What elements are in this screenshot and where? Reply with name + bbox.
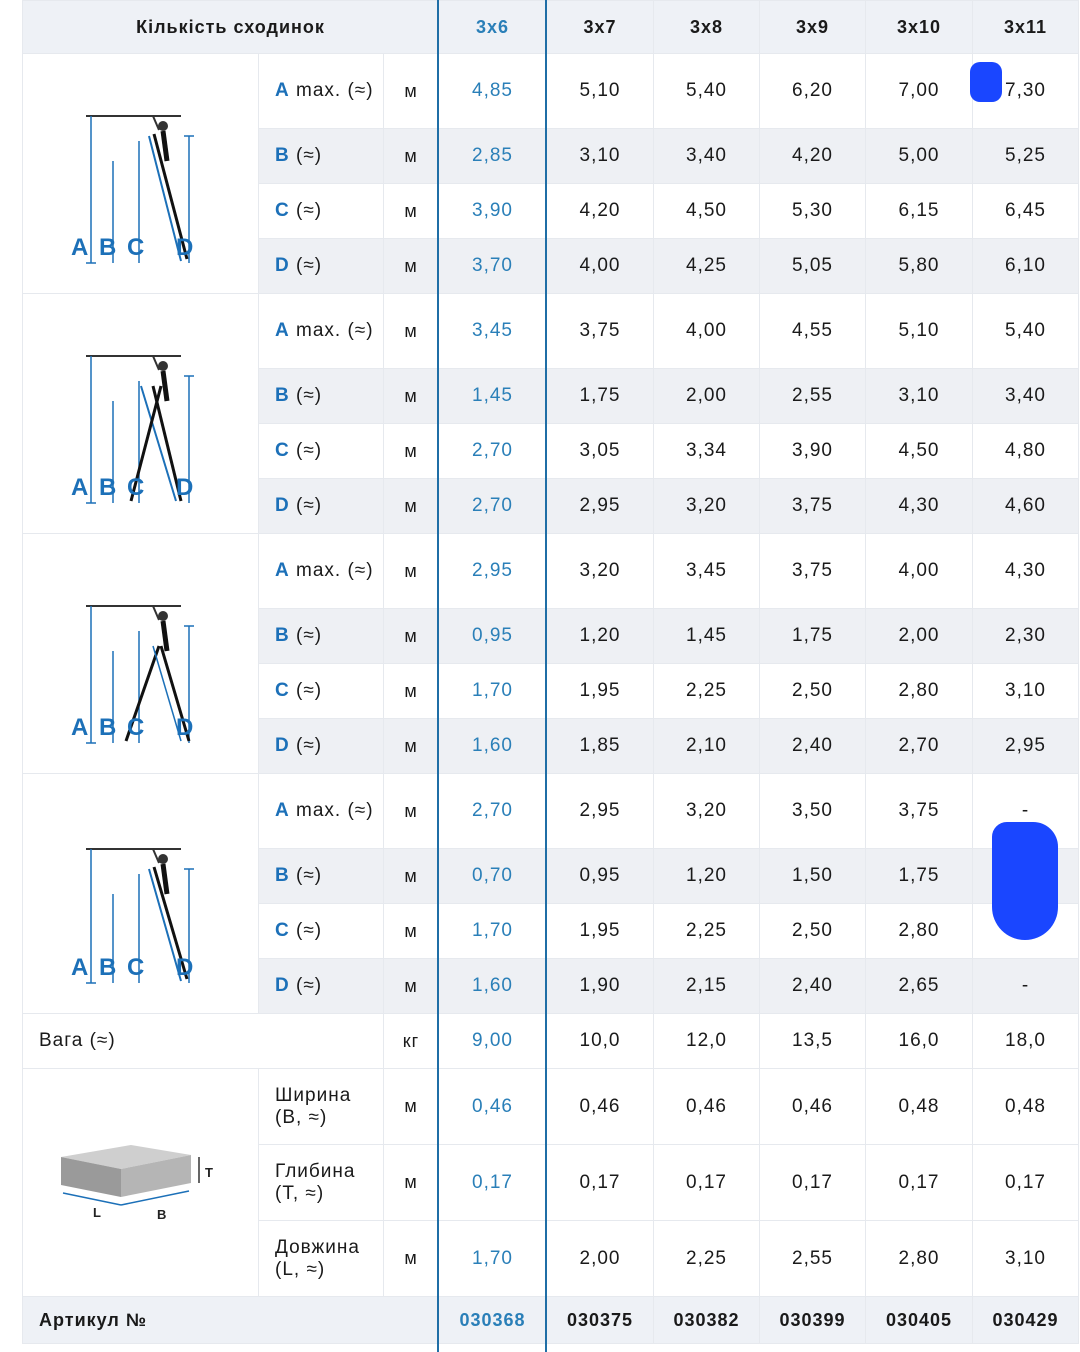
article-number: 030382 — [654, 1297, 760, 1344]
parameter-suffix: (≈) — [296, 865, 323, 886]
value-cell: 7,00 — [866, 54, 973, 129]
parameter-label — [259, 369, 384, 424]
parameter-letter: B — [275, 865, 290, 886]
highlight-column-right-border — [545, 0, 547, 1352]
value-cell: 1,70 — [439, 904, 547, 959]
value-cell: 2,40 — [760, 959, 866, 1014]
value-cell: 16,0 — [866, 1014, 973, 1069]
value-cell: 2,00 — [866, 609, 973, 664]
value-cell: 3,05 — [547, 424, 654, 479]
value-cell: 5,40 — [973, 294, 1079, 369]
highlight-column-left-border — [437, 0, 439, 1352]
unit-cell: м — [384, 1069, 439, 1145]
parameter-suffix: (≈) — [296, 735, 323, 756]
value-cell: 0,17 — [654, 1145, 760, 1221]
value-cell: 3,40 — [654, 129, 760, 184]
parameter-letter: A — [275, 560, 290, 581]
parameter-suffix: (≈) — [296, 680, 323, 701]
article-number: 030375 — [547, 1297, 654, 1344]
value-cell: 5,40 — [654, 54, 760, 129]
value-cell: 2,85 — [439, 129, 547, 184]
transport-row — [23, 1069, 1079, 1145]
value-cell: 2,70 — [439, 424, 547, 479]
parameter-suffix: max. (≈) — [296, 800, 374, 821]
table-row — [23, 534, 1079, 609]
value-cell: 4,60 — [973, 479, 1079, 534]
diagram-letter-label: D — [175, 473, 194, 501]
parameter-letter: D — [275, 255, 290, 276]
parameter-suffix: max. (≈) — [296, 80, 374, 101]
value-cell: 13,5 — [760, 1014, 866, 1069]
transport-box-icon — [51, 1125, 231, 1235]
value-cell: 18,0 — [973, 1014, 1079, 1069]
ladder-diagram-icon — [41, 551, 241, 751]
value-cell: 0,46 — [547, 1069, 654, 1145]
column-header: 3x11 — [973, 1, 1079, 54]
value-cell: 4,25 — [654, 239, 760, 294]
box-dimension-label: T — [204, 1164, 214, 1180]
value-cell: 2,70 — [866, 719, 973, 774]
value-cell: 4,55 — [760, 294, 866, 369]
value-cell: 3,20 — [654, 774, 760, 849]
value-cell: - — [973, 774, 1079, 849]
value-cell: 0,17 — [439, 1145, 547, 1221]
value-cell: 3,10 — [973, 1221, 1079, 1297]
value-cell: 5,00 — [866, 129, 973, 184]
value-cell: 3,45 — [654, 534, 760, 609]
diagram-letter-label: A — [70, 473, 89, 501]
parameter-letter: B — [275, 385, 290, 406]
value-cell: 3,75 — [760, 479, 866, 534]
parameter-label — [259, 129, 384, 184]
value-cell: 6,45 — [973, 184, 1079, 239]
value-cell: 0,17 — [547, 1145, 654, 1221]
table-row — [23, 774, 1079, 849]
article-label: Артикул № — [23, 1297, 439, 1344]
table-title: Кількість сходинок — [23, 1, 439, 54]
unit-cell: м — [384, 479, 439, 534]
parameter-label — [259, 664, 384, 719]
value-cell: 3,10 — [973, 664, 1079, 719]
value-cell: 5,10 — [866, 294, 973, 369]
parameter-label — [259, 184, 384, 239]
value-cell: 2,80 — [866, 664, 973, 719]
parameter-label — [259, 239, 384, 294]
value-cell: 2,80 — [866, 1221, 973, 1297]
diagram-letter-label: C — [126, 953, 145, 981]
unit-cell: м — [384, 609, 439, 664]
parameter-letter: B — [275, 145, 290, 166]
unit-cell: м — [384, 54, 439, 129]
unit-cell: м — [384, 424, 439, 479]
value-cell: 1,60 — [439, 959, 547, 1014]
diagram-letter-label: A — [70, 713, 89, 741]
table-row — [23, 294, 1079, 369]
value-cell: 1,75 — [866, 849, 973, 904]
diagram-letter-label: B — [98, 953, 117, 981]
parameter-letter: C — [275, 440, 290, 461]
value-cell: 2,10 — [654, 719, 760, 774]
value-cell: 2,30 — [973, 609, 1079, 664]
value-cell: 2,70 — [439, 774, 547, 849]
parameter-suffix: (≈) — [296, 495, 323, 516]
value-cell: 0,70 — [439, 849, 547, 904]
weight-label: Вага (≈) — [23, 1014, 384, 1069]
value-cell: 1,95 — [547, 904, 654, 959]
parameter-label — [259, 959, 384, 1014]
parameter-letter: A — [275, 800, 290, 821]
unit-cell: м — [384, 719, 439, 774]
value-cell: 3,75 — [760, 534, 866, 609]
value-cell: 0,17 — [866, 1145, 973, 1221]
value-cell: 4,20 — [760, 129, 866, 184]
diagram-letter-label: A — [70, 233, 89, 261]
ladder-diagram-icon — [41, 71, 241, 271]
value-cell: 2,95 — [973, 719, 1079, 774]
value-cell: 3,90 — [439, 184, 547, 239]
parameter-suffix: (≈) — [296, 625, 323, 646]
parameter-label — [259, 534, 384, 609]
unit-cell: м — [384, 184, 439, 239]
value-cell: 3,90 — [760, 424, 866, 479]
value-cell: 0,46 — [439, 1069, 547, 1145]
parameter-suffix: (≈) — [296, 440, 323, 461]
parameter-label — [259, 479, 384, 534]
value-cell: 5,05 — [760, 239, 866, 294]
value-cell: 1,85 — [547, 719, 654, 774]
value-cell: 1,75 — [760, 609, 866, 664]
diagram-letter-label: B — [98, 233, 117, 261]
value-cell: 0,48 — [866, 1069, 973, 1145]
value-cell: 2,95 — [547, 774, 654, 849]
value-cell: 2,50 — [760, 904, 866, 959]
column-header: 3x6 — [439, 1, 547, 54]
unit-cell: м — [384, 904, 439, 959]
value-cell: 3,75 — [866, 774, 973, 849]
table-row — [23, 54, 1079, 129]
parameter-letter: C — [275, 920, 290, 941]
value-cell: 1,20 — [654, 849, 760, 904]
value-cell: 2,55 — [760, 369, 866, 424]
parameter-label — [259, 609, 384, 664]
value-cell: 1,95 — [547, 664, 654, 719]
value-cell: 0,46 — [654, 1069, 760, 1145]
diagram-letter-label: C — [126, 473, 145, 501]
article-number: 030429 — [973, 1297, 1079, 1344]
ladder-diagram-cell — [23, 54, 259, 294]
parameter-label — [259, 294, 384, 369]
parameter-suffix: (≈) — [296, 920, 323, 941]
value-cell: 2,25 — [654, 664, 760, 719]
ladder-diagram-cell — [23, 294, 259, 534]
value-cell: 2,55 — [760, 1221, 866, 1297]
value-cell: 3,10 — [547, 129, 654, 184]
parameter-label — [259, 54, 384, 129]
diagram-letter-label: B — [98, 473, 117, 501]
value-cell: 4,50 — [866, 424, 973, 479]
value-cell: 12,0 — [654, 1014, 760, 1069]
parameter-label: Довжина (L, ≈) — [259, 1221, 384, 1297]
value-cell: 4,20 — [547, 184, 654, 239]
value-cell: 1,50 — [760, 849, 866, 904]
unit-cell: м — [384, 774, 439, 849]
unit-cell: м — [384, 959, 439, 1014]
value-cell: - — [973, 959, 1079, 1014]
value-cell: 2,80 — [866, 904, 973, 959]
parameter-label — [259, 774, 384, 849]
unit-cell: м — [384, 1221, 439, 1297]
value-cell: 3,50 — [760, 774, 866, 849]
parameter-label — [259, 719, 384, 774]
ladder-diagram-cell — [23, 774, 259, 1014]
value-cell: 0,95 — [439, 609, 547, 664]
parameter-letter: C — [275, 680, 290, 701]
column-header: 3x10 — [866, 1, 973, 54]
parameter-label — [259, 849, 384, 904]
header-row — [23, 1, 1079, 54]
weight-row — [23, 1014, 1079, 1069]
diagram-letter-label: B — [98, 713, 117, 741]
diagram-letter-label: A — [70, 953, 89, 981]
unit-cell: м — [384, 849, 439, 904]
ladder-diagram-cell — [23, 534, 259, 774]
value-cell: 1,70 — [439, 1221, 547, 1297]
value-cell: 2,95 — [547, 479, 654, 534]
value-cell: 5,80 — [866, 239, 973, 294]
parameter-letter: D — [275, 735, 290, 756]
parameter-suffix: (≈) — [296, 975, 323, 996]
value-cell: 4,00 — [866, 534, 973, 609]
value-cell: 0,48 — [973, 1069, 1079, 1145]
unit-cell: м — [384, 369, 439, 424]
value-cell: 4,30 — [973, 534, 1079, 609]
parameter-letter: A — [275, 320, 290, 341]
table-body — [23, 54, 1079, 1297]
value-cell: 1,45 — [439, 369, 547, 424]
value-cell: 3,70 — [439, 239, 547, 294]
value-cell: 2,50 — [760, 664, 866, 719]
unit-cell: м — [384, 129, 439, 184]
value-cell: 5,25 — [973, 129, 1079, 184]
value-cell: 6,15 — [866, 184, 973, 239]
value-cell: 10,0 — [547, 1014, 654, 1069]
parameter-suffix: (≈) — [296, 145, 323, 166]
unit-cell: кг — [384, 1014, 439, 1069]
value-cell: 3,75 — [547, 294, 654, 369]
article-number: 030405 — [866, 1297, 973, 1344]
box-dimension-label: B — [156, 1206, 167, 1222]
value-cell: 2,00 — [547, 1221, 654, 1297]
value-cell: 3,34 — [654, 424, 760, 479]
value-cell: 3,45 — [439, 294, 547, 369]
unit-cell: м — [384, 534, 439, 609]
value-cell: 0,17 — [973, 1145, 1079, 1221]
parameter-suffix: (≈) — [296, 255, 323, 276]
redaction-scribble — [970, 62, 1002, 102]
parameter-suffix: max. (≈) — [296, 560, 374, 581]
value-cell: 2,15 — [654, 959, 760, 1014]
parameter-label: Ширина (B, ≈) — [259, 1069, 384, 1145]
value-cell: 2,70 — [439, 479, 547, 534]
ladder-spec-table — [22, 0, 1079, 1344]
value-cell: 2,25 — [654, 1221, 760, 1297]
value-cell: 0,95 — [547, 849, 654, 904]
value-cell: 5,30 — [760, 184, 866, 239]
value-cell: 1,75 — [547, 369, 654, 424]
parameter-letter: D — [275, 975, 290, 996]
value-cell: 7,30 — [973, 54, 1079, 129]
unit-cell: м — [384, 239, 439, 294]
parameter-letter: C — [275, 200, 290, 221]
column-header: 3x9 — [760, 1, 866, 54]
value-cell: 3,20 — [547, 534, 654, 609]
value-cell: 2,65 — [866, 959, 973, 1014]
value-cell: 2,00 — [654, 369, 760, 424]
value-cell: 1,45 — [654, 609, 760, 664]
value-cell: 0,17 — [760, 1145, 866, 1221]
value-cell: 6,20 — [760, 54, 866, 129]
diagram-letter-label: D — [175, 233, 194, 261]
value-cell: 3,10 — [866, 369, 973, 424]
column-header: 3x7 — [547, 1, 654, 54]
parameter-letter: D — [275, 495, 290, 516]
value-cell: 4,80 — [973, 424, 1079, 479]
value-cell: 5,10 — [547, 54, 654, 129]
parameter-letter: A — [275, 80, 290, 101]
value-cell: 1,70 — [439, 664, 547, 719]
transport-diagram-cell — [23, 1069, 259, 1297]
article-number: 030368 — [439, 1297, 547, 1344]
value-cell: 3,20 — [654, 479, 760, 534]
parameter-label: Глибина (T, ≈) — [259, 1145, 384, 1221]
value-cell: 9,00 — [439, 1014, 547, 1069]
parameter-suffix: (≈) — [296, 385, 323, 406]
parameter-suffix: max. (≈) — [296, 320, 374, 341]
value-cell: 2,95 — [439, 534, 547, 609]
value-cell: 4,50 — [654, 184, 760, 239]
unit-cell: м — [384, 294, 439, 369]
value-cell: 2,40 — [760, 719, 866, 774]
value-cell: 4,00 — [654, 294, 760, 369]
parameter-suffix: (≈) — [296, 200, 323, 221]
article-row — [23, 1297, 1079, 1344]
value-cell: 1,60 — [439, 719, 547, 774]
value-cell: 1,90 — [547, 959, 654, 1014]
column-header: 3x8 — [654, 1, 760, 54]
value-cell: 4,85 — [439, 54, 547, 129]
value-cell: 4,30 — [866, 479, 973, 534]
unit-cell: м — [384, 664, 439, 719]
value-cell: 2,25 — [654, 904, 760, 959]
value-cell: 3,40 — [973, 369, 1079, 424]
diagram-letter-label: C — [126, 713, 145, 741]
unit-cell: м — [384, 1145, 439, 1221]
diagram-letter-label: C — [126, 233, 145, 261]
ladder-diagram-icon — [41, 311, 241, 511]
diagram-letter-label: D — [175, 713, 194, 741]
redaction-scribble — [992, 822, 1058, 940]
box-dimension-label: L — [92, 1204, 102, 1220]
ladder-diagram-icon — [41, 791, 241, 991]
value-cell: 1,20 — [547, 609, 654, 664]
diagram-letter-label: D — [175, 953, 194, 981]
parameter-letter: B — [275, 625, 290, 646]
parameter-label — [259, 904, 384, 959]
value-cell: 4,00 — [547, 239, 654, 294]
parameter-label — [259, 424, 384, 479]
value-cell: 6,10 — [973, 239, 1079, 294]
value-cell: 0,46 — [760, 1069, 866, 1145]
article-number: 030399 — [760, 1297, 866, 1344]
